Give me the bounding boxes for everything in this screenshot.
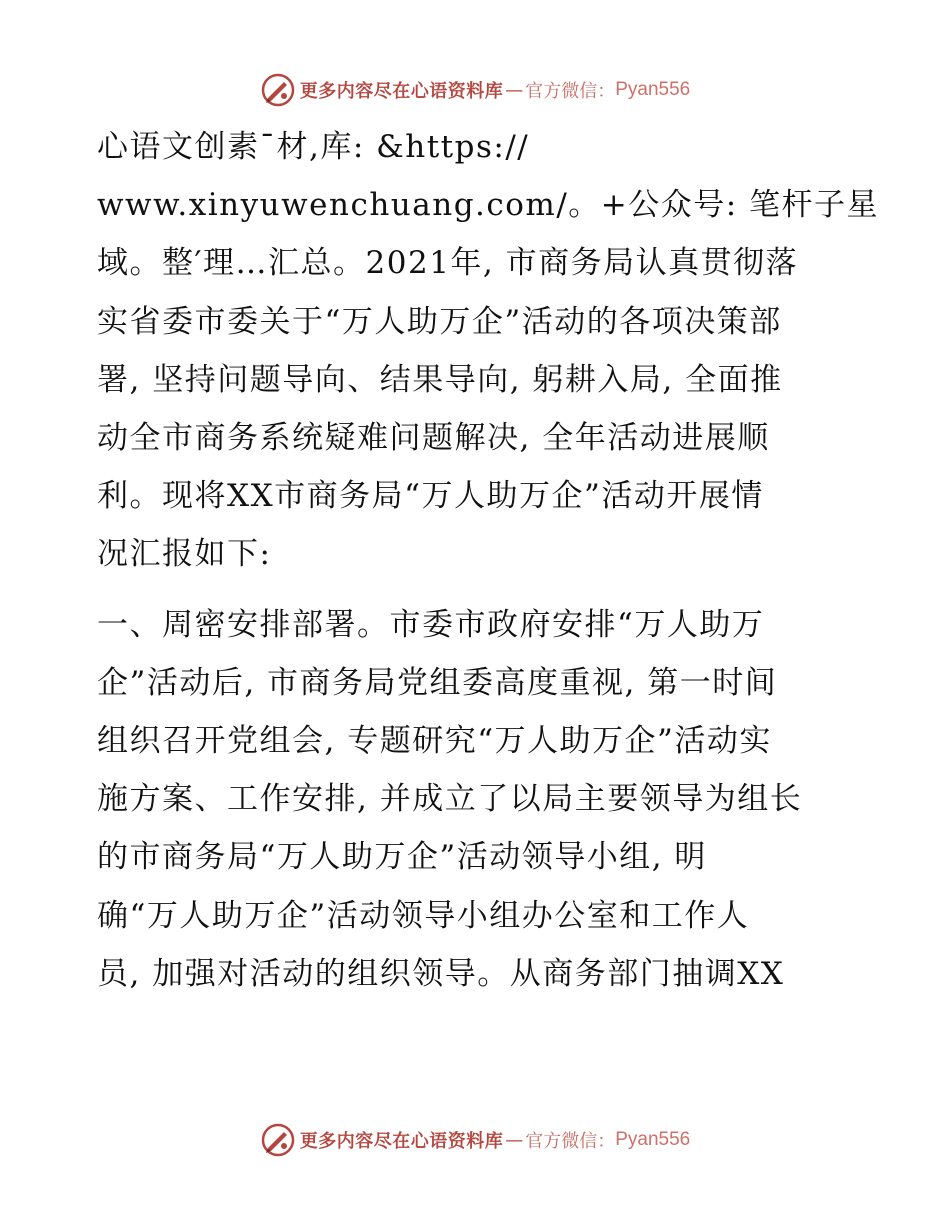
text-line: 组织召开党组会, 专题研究“万人助万企”活动实 [97,723,772,760]
banner-wechat-label: 官方微信： [525,81,616,102]
banner-separator: — [505,1129,524,1151]
banner-wechat-id: Pyan556 [615,1129,691,1150]
text-line: 实省委市委关于“万人助万企”活动的各项决策部 [97,303,782,340]
banner-text: 更多内容尽在心语资料库 [299,1131,504,1152]
paragraph-intro [97,118,880,584]
text-line: 况汇报如下: [97,536,272,573]
text-line: 动全市商务系统疑难问题解决, 全年活动进展顺 [97,420,770,457]
document-body [97,118,880,1003]
pen-logo-icon [260,1122,296,1158]
banner-wechat-label: 官方微信： [525,1131,616,1152]
banner-wechat-id: Pyan556 [615,79,691,100]
paragraph-section-one [97,596,857,1003]
text-line: 利。现将XX市商务局“万人助万企”活动开展情 [97,478,764,515]
text-line: 域。整′理…汇总。2021年, 市商务局认真贯彻落 [97,245,799,282]
banner-separator: — [505,79,524,101]
pen-logo-icon [260,72,296,108]
text-line: 施方案、工作安排, 并成立了以局主要领导为组长 [97,781,803,818]
text-line: 确“万人助万企”活动领导小组办公室和工作人 [97,897,750,934]
text-line: 员, 加强对活动的组织领导。从商务部门抽调XX [97,955,785,992]
text-line: 企”活动后, 市商务局党组委高度重视, 第一时间 [97,664,778,701]
text-line: www.xinyuwenchuang.com/。+公众号: 笔杆子星 [97,187,880,224]
header-banner [0,70,950,110]
text-line: 的市商务局“万人助万企”活动领导小组, 明 [97,839,707,876]
text-line: 一、周密安排部署。市委市政府安排“万人助万 [97,606,765,643]
text-line: 署, 坚持问题导向、结果导向, 躬耕入局, 全面推 [97,361,783,398]
text-line: 心语文创素¯材,库: &https:// [97,129,530,165]
footer-banner [0,1120,950,1160]
banner-text: 更多内容尽在心语资料库 [299,81,504,102]
